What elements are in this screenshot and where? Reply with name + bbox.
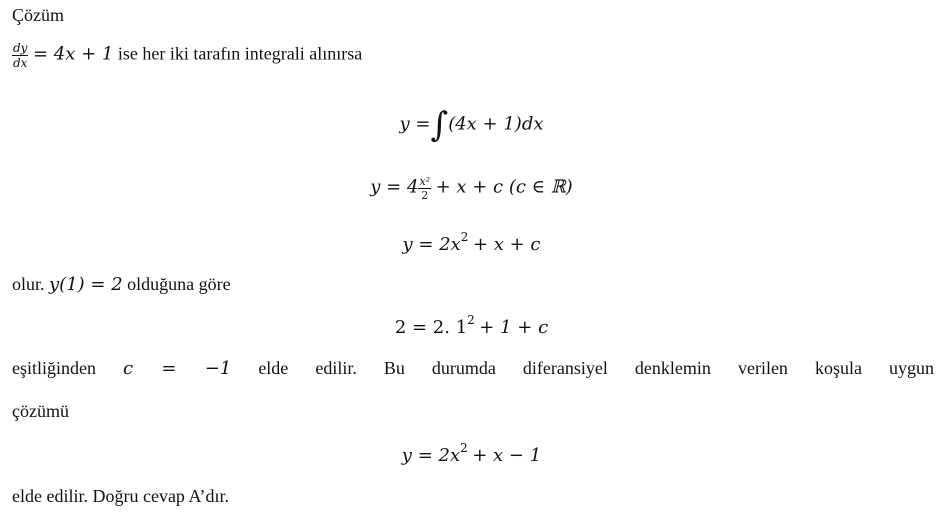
exponent: 2 <box>467 313 475 327</box>
intro-line <box>12 42 362 69</box>
integral-lhs: y = <box>399 113 431 135</box>
derivative-fraction <box>12 42 28 69</box>
substitution-a: 2 = 2. 1 <box>394 317 468 338</box>
condition-math: y(1) = 2 <box>49 274 123 295</box>
antiderivative-equation <box>0 176 943 201</box>
particular-solution-a: y = 2x <box>401 445 461 466</box>
result-math: c = −1 <box>123 358 232 379</box>
intro-text: ise her iki tarafın integrali alınırsa <box>117 43 363 64</box>
substitution-b: + 1 + c <box>479 317 549 338</box>
fraction-denominator: 2 <box>421 189 429 202</box>
antiderivative-lhs: y = 4 <box>370 176 419 198</box>
conclusion-line: elde edilir. Doğru cevap A’dır. <box>12 486 229 506</box>
condition-text-a: olur. <box>12 274 45 294</box>
general-solution-b: + x + c <box>472 234 541 255</box>
antiderivative-rest: + x + c (c ∈ ℝ) <box>435 176 573 198</box>
integral-sign: ∫ <box>430 105 449 145</box>
integral-body: (4x + 1)dx <box>448 113 544 135</box>
solution-heading: Çözüm <box>12 5 64 25</box>
exponent: 2 <box>460 441 468 455</box>
result-line <box>12 359 934 378</box>
condition-text-b: olduğuna göre <box>127 274 231 294</box>
intro-equation: = 4x + 1 <box>32 43 114 65</box>
general-solution-equation <box>0 230 943 255</box>
integral-equation <box>0 105 943 145</box>
condition-line <box>12 275 231 294</box>
fraction-numerator: x² <box>419 175 431 188</box>
solution-label: çözümü <box>12 401 69 421</box>
particular-solution-b: + x − 1 <box>472 445 542 466</box>
x-squared-over-two <box>418 176 431 201</box>
result-text-a: eşitliğinden <box>12 358 96 378</box>
result-text-b: elde edilir. Bu durumda diferansiyel denklemin verilen koşula uygun <box>258 358 935 378</box>
fraction-numerator: dy <box>13 41 28 55</box>
exponent: 2 <box>460 230 469 244</box>
particular-solution-equation <box>0 441 943 466</box>
fraction-denominator: dx <box>13 56 28 70</box>
general-solution-a: y = 2x <box>402 234 461 255</box>
substitution-equation <box>0 313 943 338</box>
